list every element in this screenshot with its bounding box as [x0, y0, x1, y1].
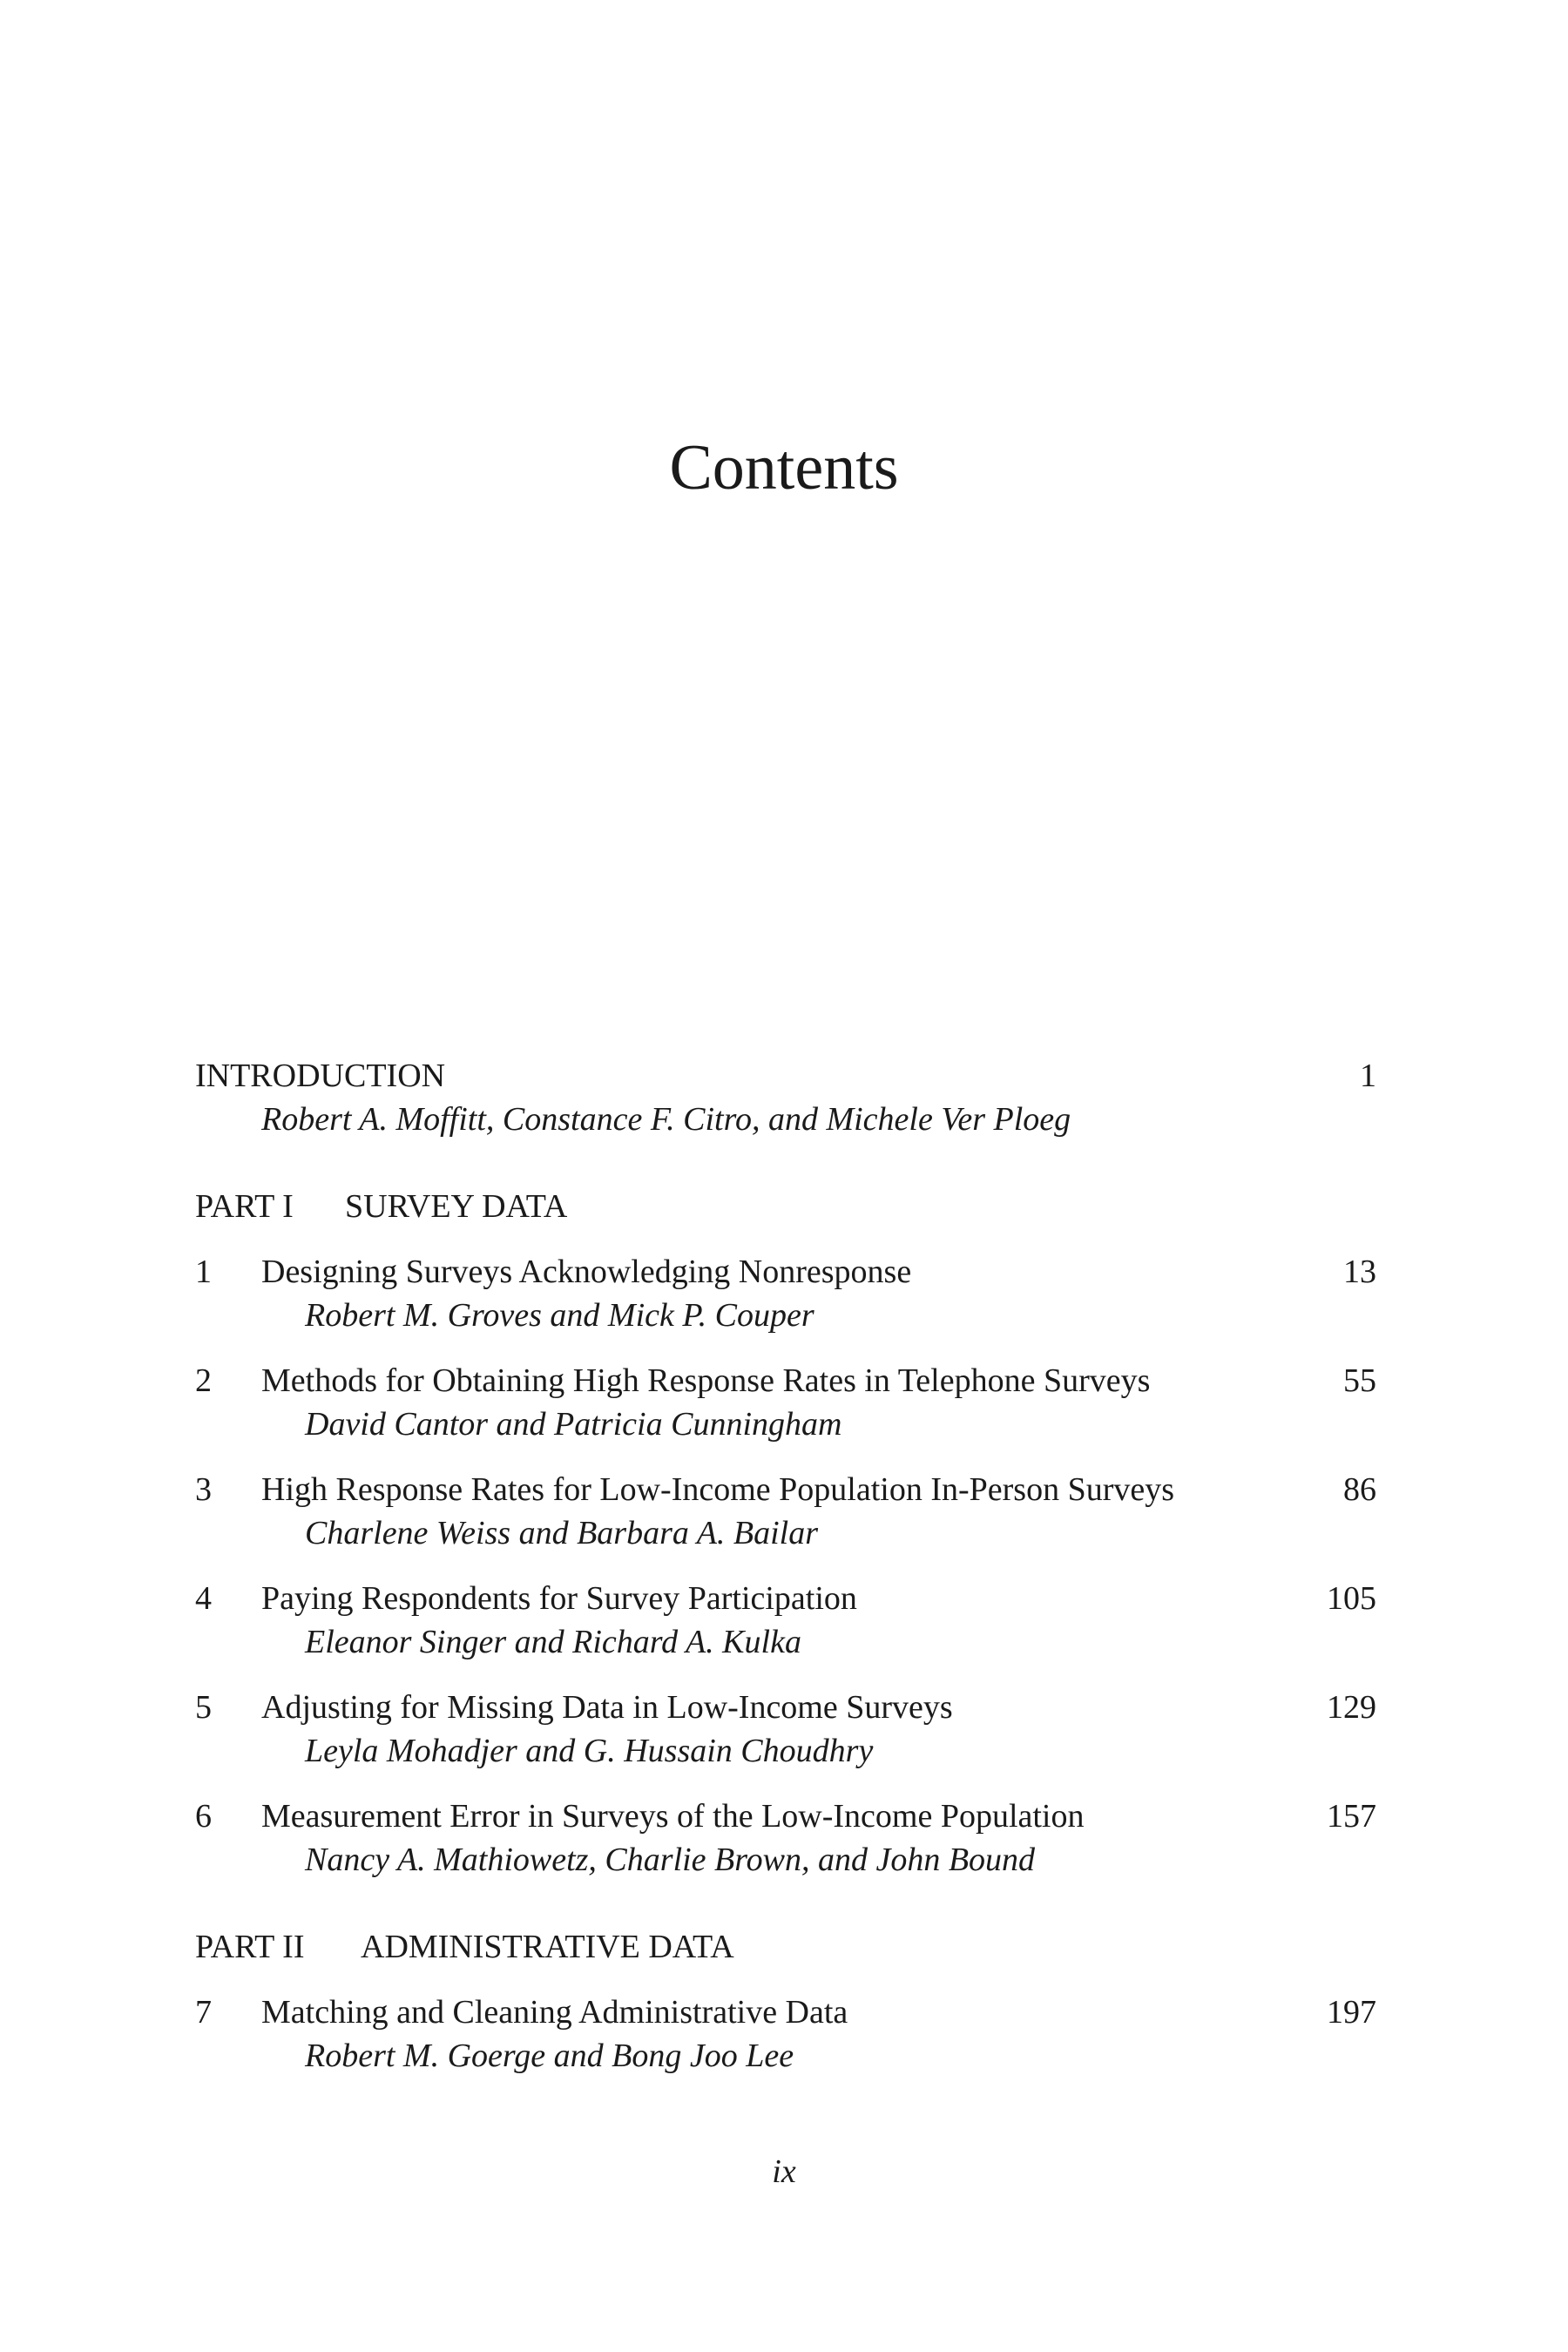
chapter-authors: Leyla Mohadjer and G. Hussain Choudhry — [305, 1733, 874, 1769]
page-folio: ix — [772, 2153, 796, 2190]
toc-entry-chapter — [195, 1686, 1376, 1773]
entry-page-number: 129 — [1327, 1689, 1376, 1726]
chapter-authors: Eleanor Singer and Richard A. Kulka — [305, 1624, 801, 1660]
toc-entry-chapter — [195, 1577, 1376, 1664]
chapter-authors: Robert M. Groves and Mick P. Couper — [305, 1297, 814, 1334]
toc-entry-introduction — [195, 1054, 1376, 1141]
chapter-number: 3 — [195, 1471, 212, 1508]
chapter-authors: Robert M. Goerge and Bong Joo Lee — [305, 2038, 794, 2074]
toc-entry-chapter — [195, 1250, 1376, 1337]
chapter-authors: David Cantor and Patricia Cunningham — [305, 1406, 842, 1443]
chapter-title: Measurement Error in Surveys of the Low-Income Population — [261, 1798, 1085, 1835]
part-label: PART I — [195, 1188, 294, 1225]
chapter-title: Methods for Obtaining High Response Rates in Telephone Surveys — [261, 1362, 1151, 1399]
chapter-number: 2 — [195, 1362, 212, 1399]
entry-page-number: 197 — [1327, 1994, 1376, 2031]
toc-entry-chapter — [195, 1990, 1376, 2078]
part-label: PART II — [195, 1929, 305, 1965]
table-of-contents — [195, 1054, 1376, 2078]
entry-authors: Robert A. Moffitt, Constance F. Citro, and Michele Ver Ploeg — [261, 1101, 1071, 1138]
chapter-title: Adjusting for Missing Data in Low-Income Surveys — [261, 1689, 953, 1726]
part-heading — [195, 1925, 1376, 1969]
chapter-title: Matching and Cleaning Administrative Data — [261, 1994, 848, 2031]
chapter-title: Designing Surveys Acknowledging Nonresponse — [261, 1254, 912, 1290]
toc-entry-chapter — [195, 1468, 1376, 1555]
page-title: Contents — [669, 432, 899, 504]
toc-entry-chapter — [195, 1359, 1376, 1446]
chapter-title: High Response Rates for Low-Income Population In-Person Surveys — [261, 1471, 1175, 1508]
chapter-authors: Nancy A. Mathiowetz, Charlie Brown, and John Bound — [305, 1842, 1036, 1878]
entry-page-number: 157 — [1327, 1798, 1376, 1835]
part-heading — [195, 1185, 1376, 1228]
chapter-number: 6 — [195, 1798, 212, 1835]
toc-entry-chapter — [195, 1794, 1376, 1882]
part-title: SURVEY DATA — [345, 1188, 568, 1225]
entry-page-number: 105 — [1327, 1580, 1376, 1617]
chapter-authors: Charlene Weiss and Barbara A. Bailar — [305, 1515, 819, 1551]
part-title: ADMINISTRATIVE DATA — [361, 1929, 734, 1965]
chapter-number: 4 — [195, 1580, 212, 1617]
entry-page-number: 1 — [1360, 1058, 1376, 1094]
entry-page-number: 55 — [1343, 1362, 1376, 1399]
chapter-number: 7 — [195, 1994, 212, 2031]
chapter-title: Paying Respondents for Survey Participation — [261, 1580, 857, 1617]
chapter-number: 5 — [195, 1689, 212, 1726]
entry-page-number: 13 — [1343, 1254, 1376, 1290]
chapter-number: 1 — [195, 1254, 212, 1290]
entry-page-number: 86 — [1343, 1471, 1376, 1508]
entry-title: INTRODUCTION — [195, 1058, 446, 1094]
